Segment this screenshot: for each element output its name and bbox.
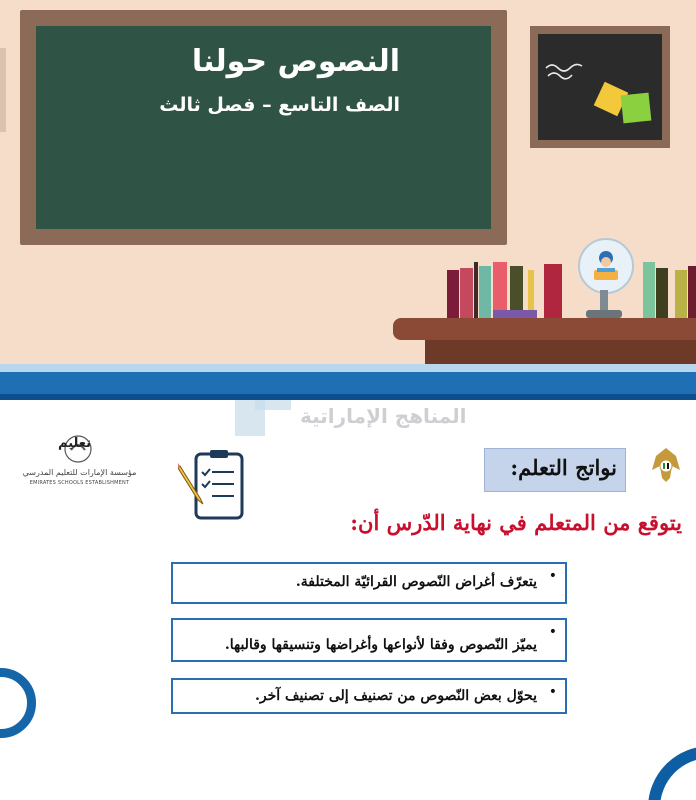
book <box>643 262 655 318</box>
book <box>474 262 478 318</box>
objective-text: يميّز النّصوص وفقا لأنواعها وأغراضها وتنسيقها وقالبها. <box>224 637 537 653</box>
bullet: • <box>548 568 557 584</box>
book <box>510 266 523 310</box>
outcomes-heading-box <box>484 448 626 492</box>
bullet: • <box>548 684 557 700</box>
globe-stand <box>600 290 608 312</box>
shelf <box>393 318 696 340</box>
kid-reading-globe-icon <box>578 238 634 294</box>
logo-name: تعليم <box>58 436 92 451</box>
chalk-scribble-icon <box>544 60 584 82</box>
book <box>675 270 687 318</box>
book <box>493 310 537 318</box>
book <box>544 264 562 318</box>
logo-org-arabic: مؤسسة الإمارات للتعليم المدرسي <box>22 468 137 477</box>
objective-text: يحوّل بعض النّصوص من تصنيف إلى تصنيف آخر. <box>254 688 537 704</box>
book <box>656 268 668 318</box>
book <box>493 262 507 310</box>
book <box>460 268 473 318</box>
outcomes-intro: يتوقع من المتعلم في نهاية الدّرس أن: <box>350 510 682 535</box>
outcomes-slide <box>0 400 696 800</box>
watermark-text: المناهج الإماراتية <box>300 404 467 428</box>
bullet: • <box>548 624 557 640</box>
objective-text: يتعرّف أغراض النّصوص القرائيّة المختلفة. <box>295 574 537 590</box>
book <box>528 270 534 310</box>
shelf-under <box>425 340 696 364</box>
globe-base <box>586 310 622 318</box>
small-board-frame <box>530 26 670 148</box>
logo-org-english: EMIRATES SCHOOLS ESTABLISHMENT <box>29 480 130 486</box>
slide-title: النصوص حولنا <box>191 44 400 79</box>
floor-stripe <box>0 372 696 394</box>
decorative-ring <box>0 668 36 738</box>
outcomes-heading: نواتج التعلم: <box>510 455 617 480</box>
decorative-ring <box>648 746 696 800</box>
sticky-note-green <box>621 93 652 124</box>
slide-subtitle: الصف التاسع – فصل ثالث <box>159 94 400 116</box>
objective-item <box>171 562 567 604</box>
book <box>479 266 491 318</box>
book <box>447 270 459 318</box>
small-board <box>538 34 662 140</box>
objective-item <box>171 618 567 662</box>
watermark-shape <box>235 400 265 436</box>
book <box>688 266 696 318</box>
objective-item <box>171 678 567 714</box>
uae-emblem-icon <box>648 444 684 486</box>
